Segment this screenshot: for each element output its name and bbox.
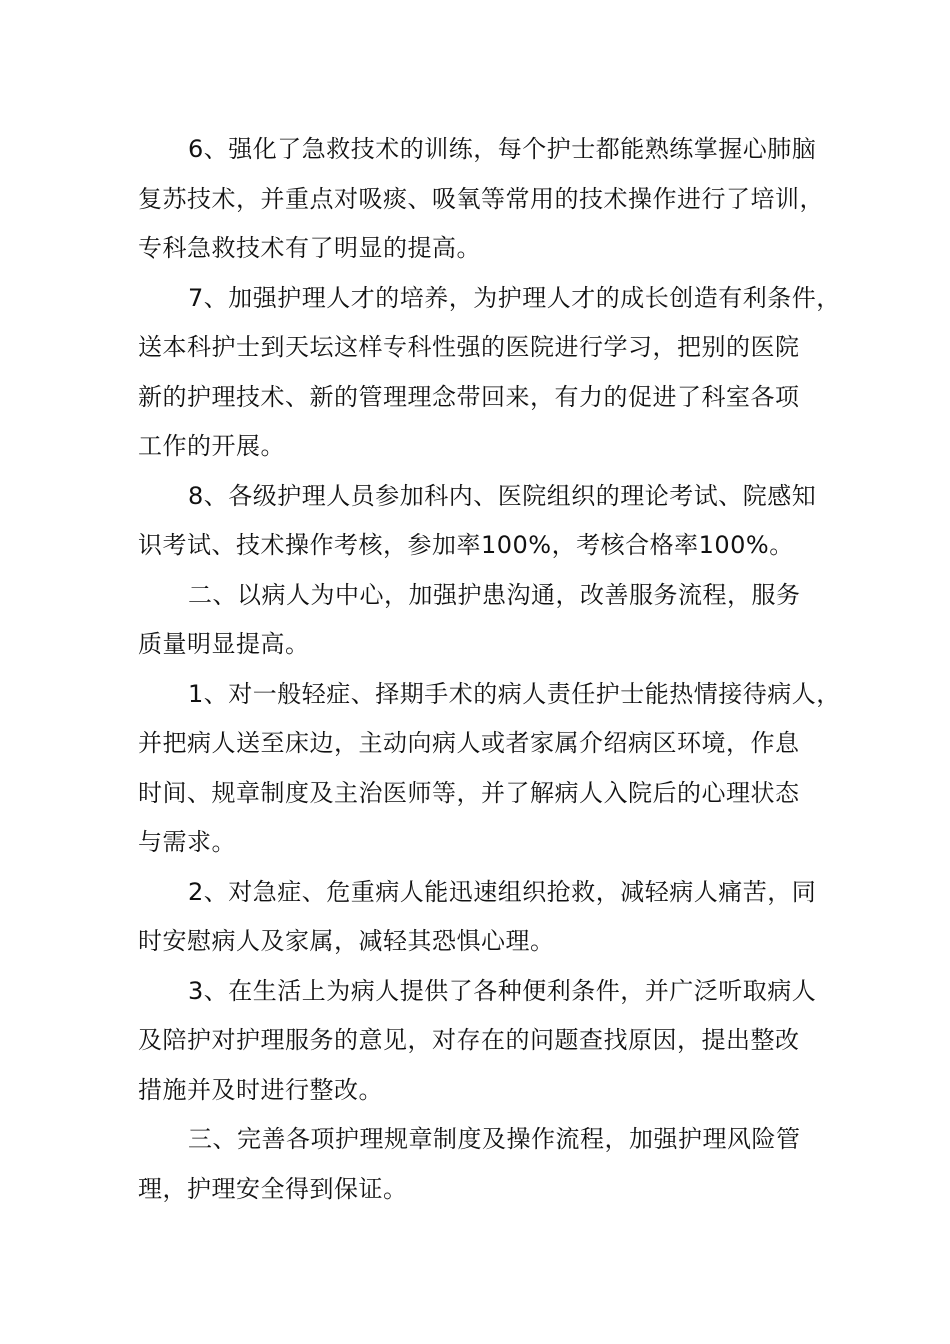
paragraph-reception	[138, 670, 841, 868]
text-line: 理，护理安全得到保证。	[138, 1174, 408, 1203]
text-line: 6、强化了急救技术的训练，每个护士都能熟练掌握心肺脑	[188, 135, 817, 163]
text-line: 措施并及时进行整改。	[138, 1075, 383, 1104]
text-line: 送本科护士到天坛这样专科性强的医院进行学习，把别的医院	[138, 333, 800, 361]
text-line: 质量明显提高。	[138, 630, 310, 658]
section-heading-regulations	[138, 1115, 838, 1214]
text-line: 复苏技术，并重点对吸痰、吸氧等常用的技术操作进行了培训，	[138, 184, 824, 213]
text-line: 7、加强护理人才的培养，为护理人才的成长创造有利条件，	[188, 283, 841, 312]
text-line: 2、对急症、危重病人能迅速组织抢救，减轻病人痛苦，同	[188, 877, 817, 906]
section-heading-patient-centered	[138, 571, 838, 670]
text-line: 时间、规章制度及主治医师等，并了解病人入院后的心理状态	[138, 778, 800, 807]
document-body	[138, 125, 841, 1214]
text-line: 识考试、技术操作考核，参加率100%，考核合格率100%。	[138, 531, 794, 559]
text-line: 专科急救技术有了明显的提高。	[138, 234, 481, 262]
text-line: 及陪护对护理服务的意见，对存在的问题查找原因，提出整改	[138, 1026, 800, 1054]
text-line: 8、各级护理人员参加科内、医院组织的理论考试、院感知	[188, 481, 817, 510]
paragraph-exams	[138, 472, 838, 571]
paragraph-talent-cultivation	[138, 274, 841, 472]
text-line: 三、完善各项护理规章制度及操作流程，加强护理风险管	[188, 1125, 801, 1153]
text-line: 与需求。	[138, 828, 236, 856]
text-line: 二、以病人为中心，加强护患沟通，改善服务流程，服务	[188, 580, 801, 609]
text-line: 新的护理技术、新的管理理念带回来，有力的促进了科室各项	[138, 382, 800, 411]
paragraph-skill-training	[138, 125, 838, 274]
text-line: 1、对一般轻症、择期手术的病人责任护士能热情接待病人，	[188, 679, 841, 708]
text-line: 工作的开展。	[138, 432, 285, 460]
text-line: 3、在生活上为病人提供了各种便利条件，并广泛听取病人	[188, 976, 817, 1005]
text-line: 并把病人送至床边，主动向病人或者家属介绍病区环境，作息	[138, 729, 800, 757]
text-line: 时安慰病人及家属，减轻其恐惧心理。	[138, 927, 555, 955]
paragraph-emergency	[138, 868, 838, 967]
paragraph-convenience	[138, 967, 838, 1116]
